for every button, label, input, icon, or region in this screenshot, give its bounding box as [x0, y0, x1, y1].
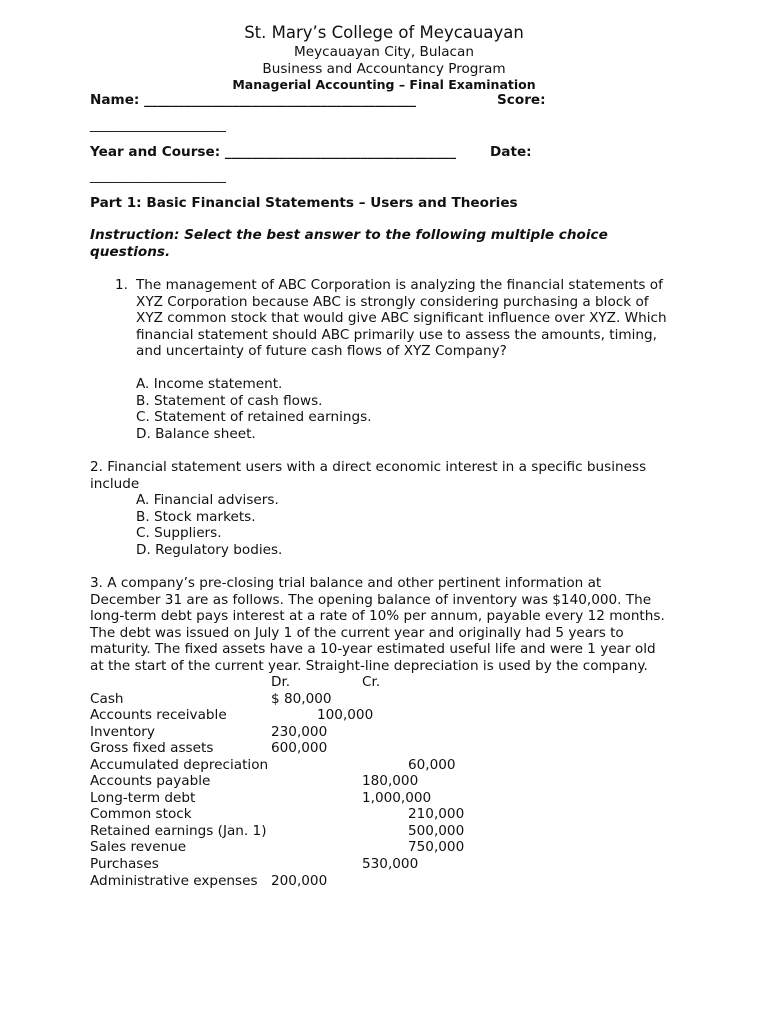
question-2-line: include: [90, 476, 140, 492]
date-field: ____________________: [90, 168, 226, 184]
question-1-option-b: B. Statement of cash flows.: [136, 393, 323, 409]
trial-balance-amount: 60,000: [408, 757, 456, 773]
trial-balance-amount: 200,000: [271, 873, 328, 889]
trial-balance-account: Accounts receivable: [90, 707, 227, 723]
year-course-field: Year and Course: __________________________________: [90, 144, 457, 160]
question-1-option-c: C. Statement of retained earnings.: [136, 409, 372, 425]
trial-balance-account: Accumulated depreciation: [90, 757, 269, 773]
question-1-option-d: D. Balance sheet.: [136, 426, 256, 442]
question-2-option-a: A. Financial advisers.: [136, 492, 279, 508]
trial-balance-account: Common stock: [90, 806, 192, 822]
date-label: Date:: [490, 144, 532, 160]
question-2-option-b: B. Stock markets.: [136, 509, 256, 525]
trial-balance-amount: 1,000,000: [362, 790, 432, 806]
question-1-number: 1.: [115, 277, 128, 293]
trial-balance-amount: 210,000: [408, 806, 465, 822]
question-1-line: XYZ common stock that would give ABC significant influence over XYZ. Which: [136, 310, 667, 326]
document-header: [0, 22, 768, 94]
trial-balance-amount: 750,000: [408, 839, 465, 855]
credit-column-header: Cr.: [362, 674, 381, 690]
trial-balance-account: Gross fixed assets: [90, 740, 214, 756]
part-title: Part 1: Basic Financial Statements – Users and Theories: [90, 195, 518, 211]
question-3-line: The debt was issued on July 1 of the current year and originally had 5 years to: [90, 625, 624, 641]
question-2-line: 2. Financial statement users with a direct economic interest in a specific business: [90, 459, 647, 475]
trial-balance-amount: 500,000: [408, 823, 465, 839]
school-name: St. Mary’s College of Meycauayan: [244, 23, 524, 42]
question-2-option-c: C. Suppliers.: [136, 525, 222, 541]
instruction-line-1: Instruction: Select the best answer to the following multiple choice: [90, 227, 608, 243]
trial-balance-amount: 600,000: [271, 740, 328, 756]
question-1-line: and uncertainty of future cash flows of XYZ Company?: [136, 343, 507, 359]
trial-balance-amount: 180,000: [362, 773, 419, 789]
score-label: Score:: [497, 92, 546, 108]
name-field: Name: ________________________________________: [90, 92, 416, 108]
exam-title: Managerial Accounting – Final Examination: [232, 77, 536, 92]
question-1-line: The management of ABC Corporation is analyzing the financial statements of: [136, 277, 663, 293]
trial-balance-account: Cash: [90, 691, 124, 707]
question-3-line: 3. A company’s pre-closing trial balance and other pertinent information at: [90, 575, 602, 591]
instruction-line-2: questions.: [90, 244, 171, 260]
trial-balance-account: Retained earnings (Jan. 1): [90, 823, 267, 839]
program-name: Business and Accountancy Program: [262, 60, 506, 77]
question-3-line: long-term debt pays interest at a rate of 10% per annum, payable every 12 months.: [90, 608, 665, 624]
trial-balance-amount: 100,000: [317, 707, 374, 723]
debit-column-header: Dr.: [271, 674, 291, 690]
trial-balance-amount: 230,000: [271, 724, 328, 740]
trial-balance-account: Accounts payable: [90, 773, 211, 789]
school-location: Meycauayan City, Bulacan: [294, 44, 474, 60]
trial-balance-account: Sales revenue: [90, 839, 187, 855]
question-1-line: financial statement should ABC primarily use to assess the amounts, timing,: [136, 327, 657, 343]
question-2-option-d: D. Regulatory bodies.: [136, 542, 283, 558]
question-3-line: maturity. The fixed assets have a 10-year estimated useful life and were 1 year old: [90, 641, 656, 657]
question-3-line: at the start of the current year. Straight-line depreciation is used by the company.: [90, 658, 648, 674]
trial-balance-account: Long-term debt: [90, 790, 196, 806]
trial-balance-account: Administrative expenses: [90, 873, 258, 889]
trial-balance-amount: $ 80,000: [271, 691, 332, 707]
question-1-option-a: A. Income statement.: [136, 376, 283, 392]
trial-balance-account: Purchases: [90, 856, 159, 872]
question-3-line: December 31 are as follows. The opening balance of inventory was $140,000. The: [90, 592, 652, 608]
trial-balance-account: Inventory: [90, 724, 155, 740]
trial-balance-amount: 530,000: [362, 856, 419, 872]
score-field: ____________________: [90, 117, 226, 133]
question-1-line: XYZ Corporation because ABC is strongly considering purchasing a block of: [136, 294, 649, 310]
